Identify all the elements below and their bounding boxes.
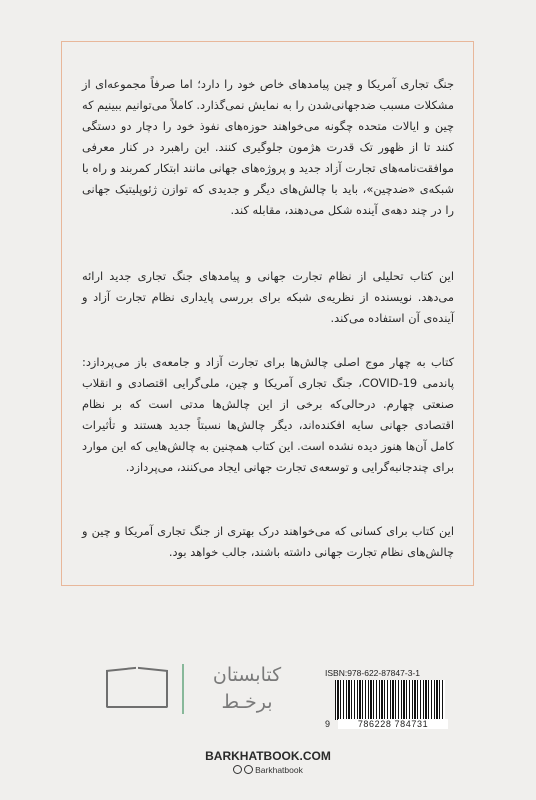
social-handle: Barkhatbook	[255, 765, 303, 775]
barcode-digits: 786228 784731	[338, 719, 448, 729]
blurb-paragraph-1: جنگ تجاری آمریکا و چین پیامدهای خاص خود را دارد؛ اما صرفاً مجموعه‌ای از مشکلات مسبب ضدجهانی‌شدن را به نمایش نمی‌گذارد. کاملاً می‌توانیم ببینیم که چین و ایالات متحده چگونه می‌خواهند حوزه‌های نفوذ خود را دچار دو دستگی کنند تا از ظهور تک قدرت هژمون جلوگیری کنند. این راهبرد در کنار معرفی موافقت‌نامه‌های تجارت آزاد جدید و پروژه‌های جهانی مانند ابتکار کمربند و راه با شبکه‌ی «ضدچین»، باید با چالش‌های دیگر و جدیدی که توازن ژئوپلیتیک جهانی را در چند دهه‌ی آینده شکل می‌دهند، مقابله کند.	[82, 77, 454, 217]
logo-line-1: کتابستان	[212, 664, 282, 686]
logo-line-2: برخـط	[221, 691, 273, 713]
blurb-paragraph-4: این کتاب برای کسانی که می‌خواهند درک بهتری از جنگ تجاری آمریکا و چین و چالش‌های نظام تجارت جهانی داشته باشند، جالب خواهد بود.	[82, 524, 454, 559]
publisher-logo	[106, 658, 286, 720]
barcode-prefix: 9	[325, 719, 331, 729]
open-book-icon	[106, 670, 168, 708]
social-handle-row	[0, 765, 536, 775]
blurb-paragraph-2: این کتاب تحلیلی از نظام تجارت جهانی و پیامدهای جنگ تجاری جدید ارائه می‌دهد. نویسنده از نظریه‌ی شبکه برای بررسی پایداری نظام تجارت آزاد و آینده‌ی آن استفاده می‌کند.	[82, 269, 454, 325]
blurb-paragraph-3: کتاب به چهار موج اصلی چالش‌ها برای تجارت آزاد و جامعه‌ی باز می‌پردازد: پاندمی COVID-19، جنگ تجاری آمریکا و چین، ملی‌گرایی اقتصادی و انقلاب صنعتی چهارم. درحالی‌که برخی از این چالش‌ها مدتی است که بر نظام اقتصادی جهانی سایه افکنده‌اند، دیگر چالش‌ها نسبتاً جدید هستند و تأثیرات کامل آن‌ها هنوز دیده نشده است. این کتاب همچنین به چالش‌هایی که این موارد برای چندجانبه‌گرایی و توسعه‌ی تجارت جهانی ایجاد می‌کنند، می‌پردازد.	[82, 355, 454, 474]
isbn-label: ISBN:978-622-87847-3-1	[325, 668, 420, 678]
telegram-icon	[244, 765, 253, 774]
logo-separator	[182, 664, 184, 714]
instagram-icon	[233, 765, 242, 774]
barcode	[335, 680, 445, 720]
publisher-website: BARKHATBOOK.COM	[205, 749, 331, 763]
